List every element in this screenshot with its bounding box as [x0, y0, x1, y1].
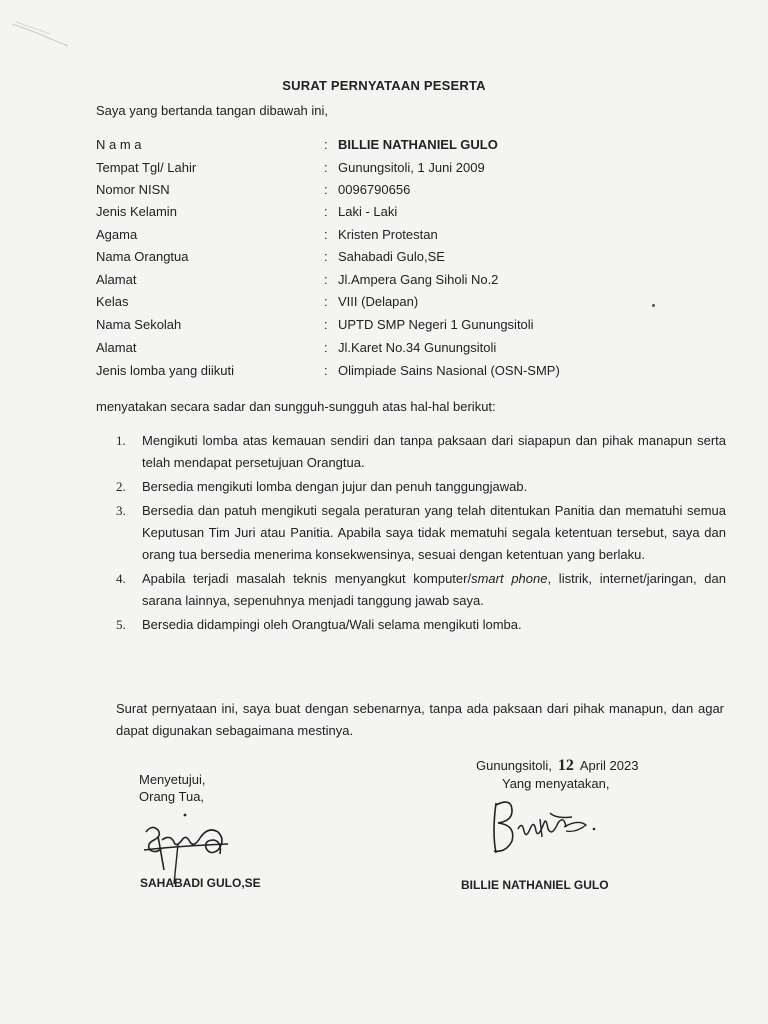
field-value: Kristen Protestan	[338, 227, 438, 242]
point-number: 3.	[116, 503, 126, 518]
point-number: 2.	[116, 479, 126, 494]
list-item	[116, 614, 726, 636]
field-label: Kelas	[96, 294, 129, 309]
field-value: Gunungsitoli, 1 Juni 2009	[338, 160, 485, 175]
point-text: Bersedia mengikuti lomba dengan jujur dan penuh tanggungjawab.	[142, 479, 528, 494]
field-value: Jl.Ampera Gang Siholi No.2	[338, 272, 499, 287]
field-value: UPTD SMP Negeri 1 Gunungsitoli	[338, 317, 534, 332]
field-colon: :	[324, 340, 328, 355]
approver-name: SAHABADI GULO,SE	[140, 876, 261, 890]
point-text-after: , listrik, internet/jaringan, dan sarana lainnya, sepenuhnya menjadi tanggung jawab saya.	[142, 571, 726, 608]
signing-date	[476, 757, 638, 775]
intro-text: Saya yang bertanda tangan dibawah ini,	[96, 103, 329, 118]
field-colon: :	[324, 204, 328, 219]
ink-speck	[652, 304, 655, 307]
field-value: BILLIE NATHANIEL GULO	[338, 137, 498, 152]
point-text: Bersedia didampingi oleh Orangtua/Wali selama mengikuti lomba.	[142, 617, 522, 632]
field-label: Agama	[96, 227, 138, 242]
field-label: N a m a	[96, 137, 142, 152]
field-colon: :	[324, 137, 328, 152]
field-label: Nomor NISN	[96, 182, 170, 197]
closing-paragraph: Surat pernyataan ini, saya buat dengan sebenarnya, tanpa ada paksaan dari pihak manapun, dan agar dapat digunakan sebagaimana mestinya.	[116, 701, 724, 738]
point-text-before: Apabila terjadi masalah teknis menyangkut komputer/	[142, 571, 472, 586]
point-number: 4.	[116, 571, 126, 586]
field-colon: :	[324, 317, 328, 332]
point-number: 5.	[116, 617, 126, 632]
field-value: VIII (Delapan)	[338, 294, 419, 309]
list-item	[116, 500, 726, 566]
declarant-name: BILLIE NATHANIEL GULO	[461, 878, 609, 892]
paper-scuff-mark	[10, 20, 70, 50]
point-text-italic: smart phone	[471, 571, 548, 586]
list-item	[116, 476, 726, 498]
field-value: Laki - Laki	[338, 204, 398, 219]
field-colon: :	[324, 294, 328, 309]
declarant-caption: Yang menyatakan,	[502, 776, 610, 791]
approver-caption-line-2: Orang Tua,	[139, 789, 205, 804]
point-text: Bersedia dan patuh mengikuti segala peraturan yang telah ditentukan Panitia dan mematuhi semua Keputusan Tim Juri atau Panitia. Apabila saya tidak mematuhi segala ketentuan tersebut, saya dan orang tua bersedia menerima konsekwensinya, sesuai dengan ketentuan yang berlaku.	[142, 503, 726, 562]
signing-day: 12	[557, 757, 574, 774]
document-title: SURAT PERNYATAAN PESERTA	[282, 78, 486, 93]
field-colon: :	[324, 160, 328, 175]
field-label: Alamat	[96, 272, 137, 287]
field-value: Sahabadi Gulo,SE	[338, 249, 445, 264]
field-label: Jenis lomba yang diikuti	[96, 363, 235, 378]
statement-points	[116, 430, 726, 638]
field-colon: :	[324, 363, 328, 378]
field-value: 0096790656	[338, 182, 411, 197]
signing-place: Gunungsitoli,	[476, 758, 552, 773]
field-value: Olimpiade Sains Nasional (OSN-SMP)	[338, 363, 560, 378]
field-label: Alamat	[96, 340, 137, 355]
point-text: Mengikuti lomba atas kemauan sendiri dan tanpa paksaan dari siapapun dan pihak manapun serta telah mendapat persetujuan Orangtua.	[142, 433, 726, 470]
field-colon: :	[324, 182, 328, 197]
approver-caption-line-1: Menyetujui,	[139, 772, 206, 787]
field-colon: :	[324, 249, 328, 264]
list-item	[116, 430, 726, 474]
field-label: Nama Orangtua	[96, 249, 189, 264]
list-item	[116, 568, 726, 612]
approver-caption	[139, 771, 205, 805]
field-label: Nama Sekolah	[96, 317, 182, 332]
field-colon: :	[324, 227, 328, 242]
student-signature-icon	[482, 793, 602, 863]
field-label: Jenis Kelamin	[96, 204, 177, 219]
field-value: Jl.Karet No.34 Gunungsitoli	[338, 340, 497, 355]
point-number: 1.	[116, 433, 126, 448]
statement-text: menyatakan secara sadar dan sungguh-sungguh atas hal-hal berikut:	[96, 399, 496, 414]
signing-month-year: April 2023	[579, 758, 639, 773]
field-label: Tempat Tgl/ Lahir	[96, 160, 197, 175]
field-colon: :	[324, 272, 328, 287]
